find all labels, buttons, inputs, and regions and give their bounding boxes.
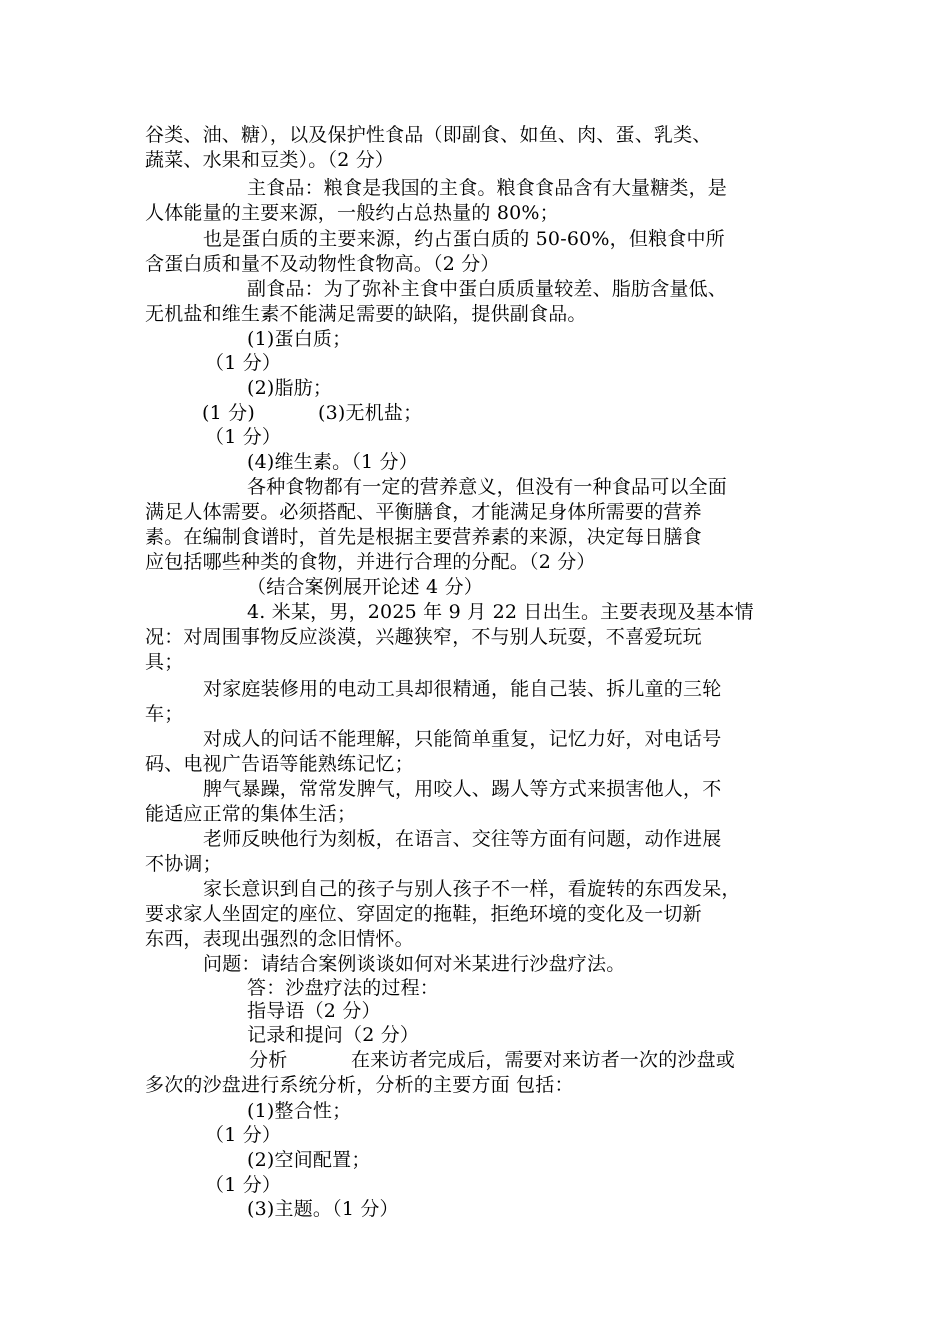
text-line: （1 分） (205, 1174, 282, 1196)
text-line: 人体能量的主要来源，一般约占总热量的 80%； (145, 202, 559, 224)
text-line: 能适应正常的集体生活； (145, 803, 357, 825)
text-line: 东西，表现出强烈的念旧情怀。 (145, 928, 414, 950)
text-line: 答：沙盘疗法的过程： (247, 977, 440, 999)
text-line: 含蛋白质和量不及动物性食物高。（2 分） (145, 253, 500, 275)
text-line: (1 分) (202, 402, 255, 424)
text-line: (1)整合性； (247, 1100, 352, 1122)
text-line: 对成人的问话不能理解，只能简单重复，记忆力好，对电话号 (203, 728, 722, 750)
text-line: 对家庭装修用的电动工具却很精通，能自己装、拆儿童的三轮 (203, 678, 722, 700)
text-line: （1 分） (205, 352, 282, 374)
text-line: (3)主题。（1 分） (247, 1198, 399, 1220)
text-line: 各种食物都有一定的营养意义，但没有一种食品可以全面 (247, 476, 728, 498)
text-line: 4. 米某，男，2025 年 9 月 22 日出生。主要表现及基本情 (247, 601, 754, 623)
text-line: 记录和提问（2 分） (247, 1024, 420, 1046)
text-line: 要求家人坐固定的座位、穿固定的拖鞋，拒绝环境的变化及一切新 (145, 903, 702, 925)
text-line: 具； (145, 651, 184, 673)
text-line: (1)蛋白质； (247, 328, 352, 350)
text-line: （1 分） (205, 1124, 282, 1146)
text-line: 老师反映他行为刻板，在语言、交往等方面有问题，动作进展 (203, 828, 722, 850)
text-line: （结合案例展开论述 4 分） (247, 576, 483, 598)
text-line: 无机盐和维生素不能满足需要的缺陷，提供副食品。 (145, 303, 587, 325)
text-line: 码、电视广告语等能熟练记忆； (145, 753, 414, 775)
text-line: 指导语（2 分） (247, 1000, 381, 1022)
text-line: 分析 (249, 1049, 288, 1071)
text-line: 素。在编制食谱时，首先是根据主要营养素的来源，决定每日膳食 (145, 526, 702, 548)
text-line: 应包括哪些种类的食物，并进行合理的分配。（2 分） (145, 551, 596, 573)
text-line: 多次的沙盘进行系统分析，分析的主要方面 包括： (145, 1074, 574, 1096)
text-line: (2)脂肪； (247, 377, 333, 399)
text-line: 也是蛋白质的主要来源，约占蛋白质的 50-60%，但粮食中所 (203, 228, 725, 250)
text-line: 主食品：粮食是我国的主食。粮食食品含有大量糖类，是 (247, 177, 728, 199)
text-line: (2)空间配置； (247, 1149, 371, 1171)
text-line: 车； (145, 703, 184, 725)
text-line: 副食品：为了弥补主食中蛋白质质量较差、脂肪含量低、 (247, 278, 728, 300)
text-line: 脾气暴躁，常常发脾气，用咬人、踢人等方式来损害他人，不 (203, 778, 722, 800)
text-line: 问题：请结合案例谈谈如何对米某进行沙盘疗法。 (203, 953, 626, 975)
text-line: (3)无机盐； (318, 402, 423, 424)
text-line: 在来访者完成后，需要对来访者一次的沙盘或 (351, 1049, 736, 1071)
text-line: 谷类、油、糖），以及保护性食品（即副食、如鱼、肉、蛋、乳类、 (145, 124, 712, 146)
text-line: (4)维生素。（1 分） (247, 451, 418, 473)
text-line: 家长意识到自己的孩子与别人孩子不一样，看旋转的东西发呆， (203, 878, 741, 900)
text-line: 不协调； (145, 853, 222, 875)
text-line: 满足人体需要。必须搭配、平衡膳食，才能满足身体所需要的营养 (145, 501, 702, 523)
text-line: （1 分） (205, 426, 282, 448)
text-line: 况：对周围事物反应淡漠，兴趣狭窄，不与别人玩耍，不喜爱玩玩 (145, 626, 702, 648)
text-line: 蔬菜、水果和豆类）。（2 分） (145, 149, 395, 171)
